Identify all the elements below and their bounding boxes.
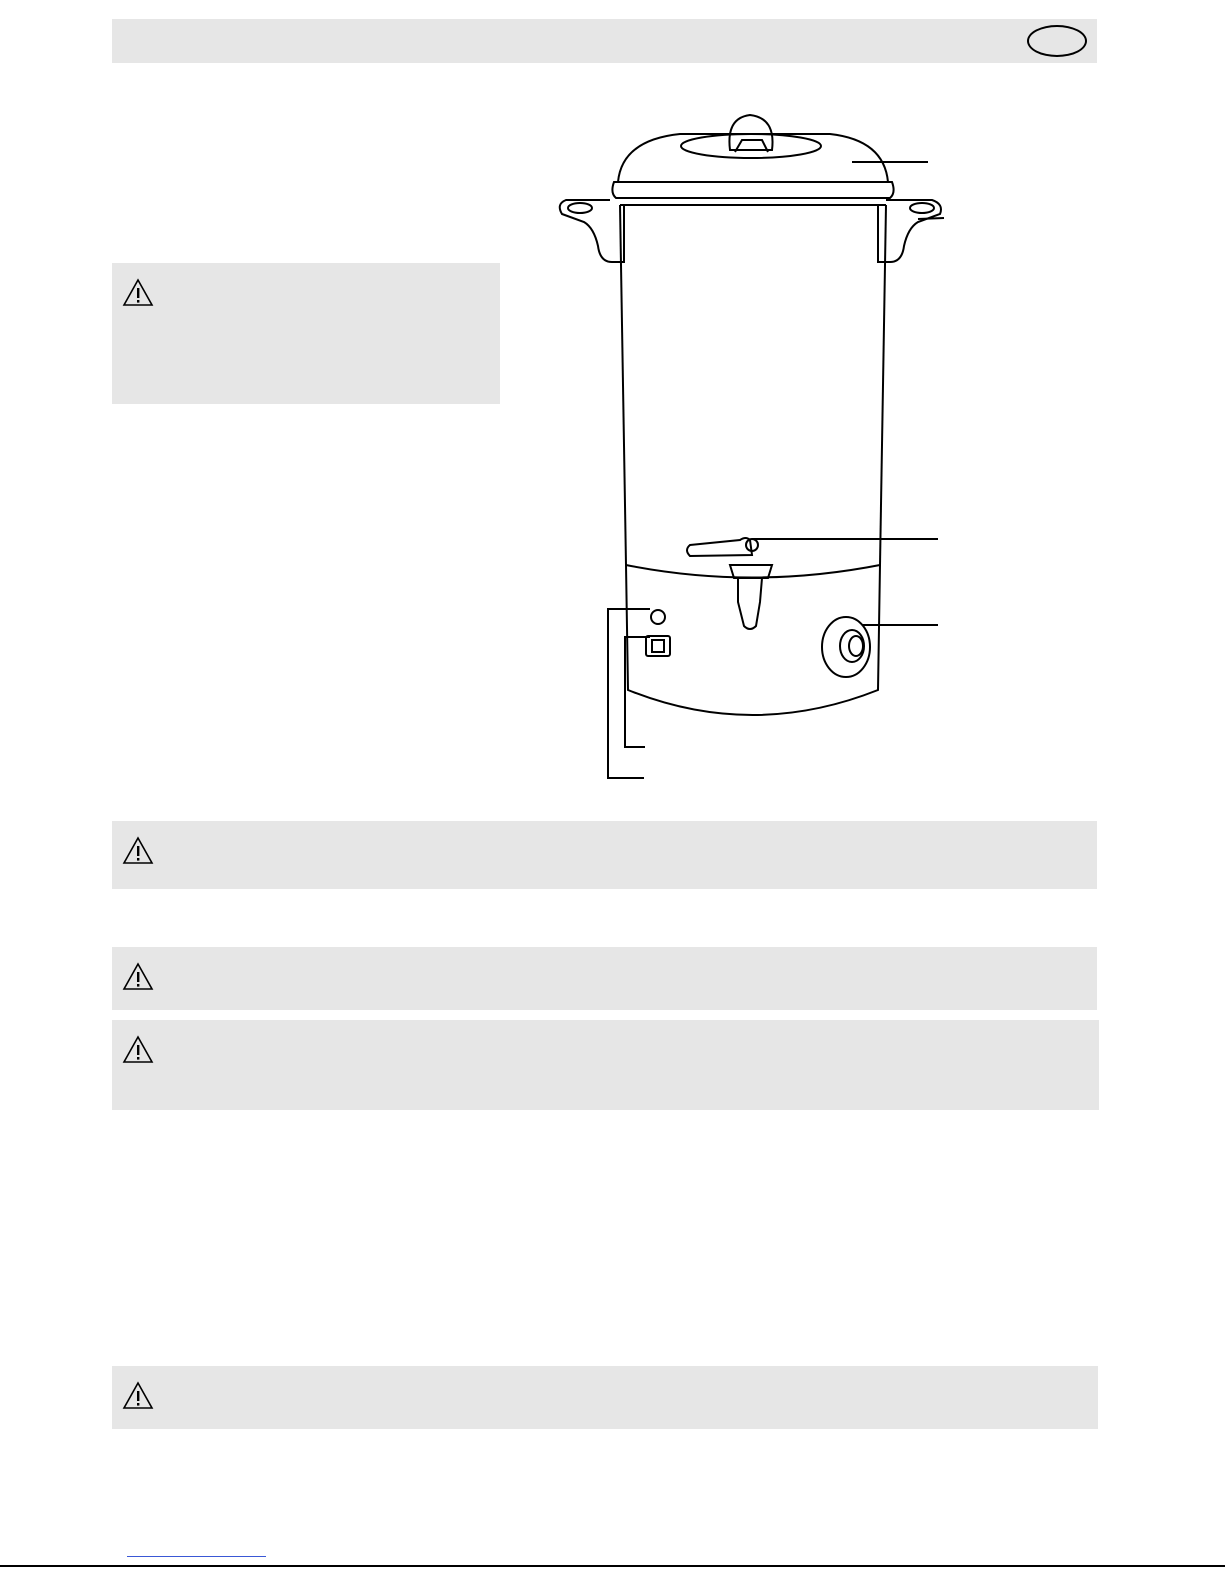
warning-triangle-icon: [120, 1374, 156, 1424]
language-badge: [1027, 25, 1087, 57]
warning-box-4: [112, 1020, 1099, 1110]
warning-triangle-icon: [120, 1028, 156, 1078]
warning-box-2: [112, 821, 1097, 889]
footer-link-underline[interactable]: [127, 1556, 266, 1557]
footer-rule: [0, 1565, 1225, 1567]
water-boiler-illustration: [540, 100, 970, 800]
warning-triangle-icon: [120, 955, 156, 1005]
warning-box-5: [112, 1366, 1098, 1429]
warning-triangle-icon: [120, 829, 156, 879]
warning-triangle-icon: [120, 271, 156, 321]
page-header-bar: [112, 19, 1097, 63]
warning-box-3: [112, 947, 1097, 1010]
warning-box-1: [112, 263, 500, 404]
